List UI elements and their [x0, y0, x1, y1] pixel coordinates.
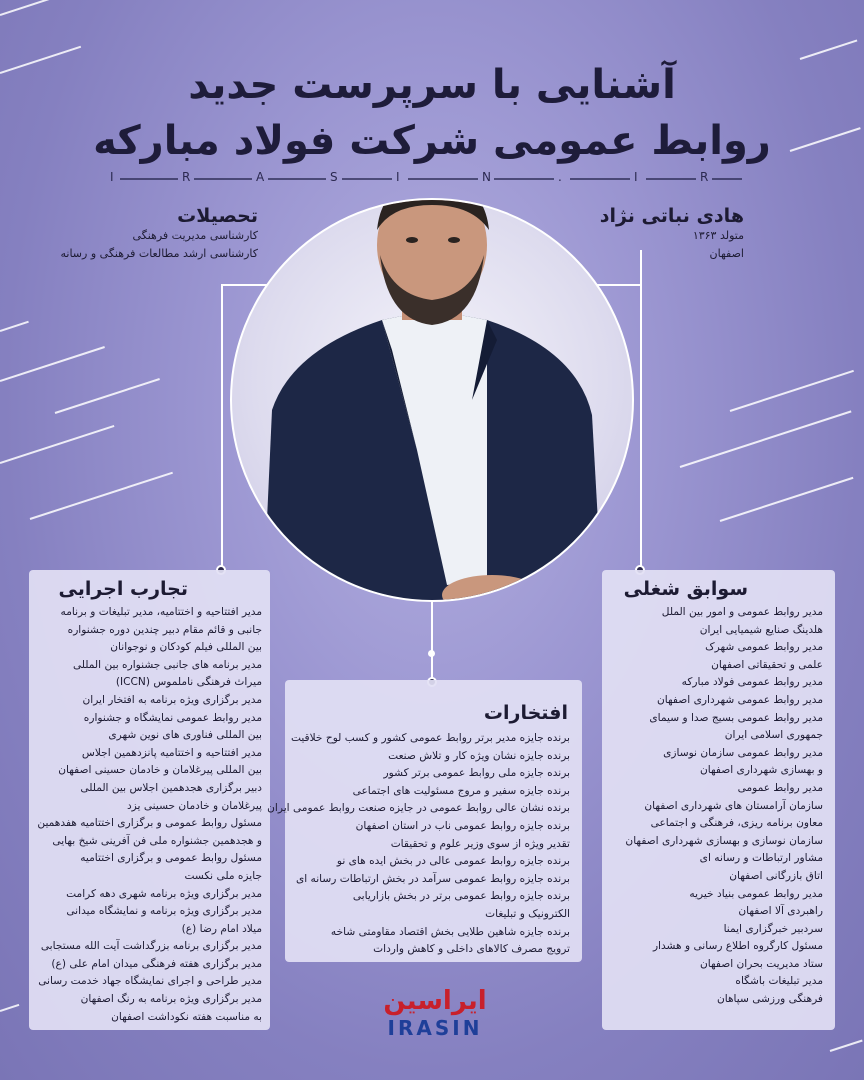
- honor-item: الکترونیک و تبلیغات: [485, 907, 570, 920]
- site-char: R: [182, 170, 191, 184]
- title-line-1: آشنایی با سرپرست جدید: [188, 62, 676, 108]
- executive-item: مسئول روابط عمومی و برگزاری اختتامیه: [80, 852, 262, 865]
- career-item: مدیر روابط عمومی بنیاد خیریه: [689, 887, 823, 900]
- executive-item: میلاد امام رضا (ع): [181, 922, 262, 935]
- career-item: مدیر روابط عمومی شهرداری اصفهان: [657, 693, 823, 706]
- executive-item: مدیر برگزاری ویژه برنامه به افتخار ایران: [82, 693, 262, 706]
- executive-item: مدیر برگزاری ویژه برنامه به رنگ اصفهان: [80, 993, 262, 1006]
- honor-item: ترویج مصرف کالاهای داخلی و کاهش واردات: [373, 943, 570, 956]
- decor-line: [30, 472, 173, 520]
- logo-fa-text: ایراسین: [383, 986, 487, 1016]
- career-item: مدیر روابط عمومی: [737, 781, 823, 794]
- executive-item: مدیر برگزاری هفته فرهنگی میدان امام علی (ع): [51, 957, 262, 970]
- title-line-2: روابط عمومی شرکت فولاد مبارکه: [93, 118, 771, 164]
- honor-item: برنده جایزه روابط عمومی عالی در بخش ایده های نو: [336, 855, 570, 868]
- career-item: هلدینگ صنایع شیمیایی ایران: [699, 623, 823, 636]
- executive-item: جایزه ملی نکست: [184, 869, 262, 882]
- decor-line: [0, 0, 57, 16]
- executive-item: مدیر برگزاری ویژه برنامه و نمایشگاه میدانی: [66, 905, 262, 918]
- site-char: .: [558, 170, 562, 184]
- career-item: فرهنگی ورزشی سپاهان: [716, 993, 823, 1006]
- career-heading: سوابق شغلی: [623, 578, 748, 600]
- executive-item: به مناسبت هفته نکوداشت اصفهان: [111, 1010, 262, 1023]
- career-item: مسئول کارگروه اطلاع رسانی و هشدار: [652, 940, 823, 953]
- site-char: N: [482, 170, 491, 184]
- honors-card: [267, 680, 582, 962]
- career-item: سردبیر خبرگزاری ایمنا: [723, 922, 823, 935]
- site-char: I: [110, 170, 114, 184]
- honor-item: برنده جایزه شاهین طلایی بخش اقتصاد مقاومتی شاخه: [330, 925, 570, 938]
- executive-heading: تجارب اجرایی: [58, 578, 188, 600]
- honor-item: برنده جایزه نشان ویژه کار و تلاش صنعت: [388, 749, 570, 762]
- site-char: R: [700, 170, 709, 184]
- decor-line: [55, 378, 160, 414]
- bio-item: متولد ۱۳۶۳: [692, 229, 744, 242]
- executive-item: مسئول روابط عمومی و برگزاری اختتامیه هفدهمین: [37, 817, 262, 830]
- career-item: مدیر تبلیغات باشگاه: [735, 975, 823, 988]
- education-item: کارشناسی مدیریت فرهنگی: [132, 229, 258, 242]
- career-item: ستاد مدیریت بحران اصفهان: [699, 957, 823, 970]
- logo-en-text: IRASIN: [387, 1016, 483, 1040]
- career-item: مدیر روابط عمومی بسیج صدا و سیمای: [649, 711, 823, 724]
- career-item: مشاور ارتباطات و رسانه ای: [699, 852, 823, 865]
- executive-item: جانبی و قائم مقام دبیر چندین دوره جشنواره: [67, 623, 262, 636]
- decor-line: [720, 477, 854, 522]
- career-history-card: [602, 570, 835, 1030]
- career-item: سازمان آرامستان های شهرداری اصفهان: [644, 799, 823, 812]
- executive-item: مدیر برگزاری ویژه برنامه شهری دهه کرامت: [66, 887, 262, 900]
- career-item: مدیر روابط عمومی شهرک: [705, 641, 823, 654]
- honors-heading: افتخارات: [483, 702, 568, 724]
- executive-item: بین المللی فیلم کودکان و نوجوانان: [110, 641, 262, 654]
- bio-block: [544, 205, 744, 263]
- site-char: A: [256, 170, 265, 184]
- irasin-logo: [380, 986, 490, 1056]
- honor-item: برنده نشان عالی روابط عمومی در جایزه صنعت روابط عمومی ایران: [267, 802, 570, 815]
- career-item: راهبردی آلا اصفهان: [738, 905, 823, 918]
- site-char: S: [330, 170, 338, 184]
- executive-item: مدیر برگزاری برنامه بزرگداشت آیت الله مستجابی: [40, 940, 262, 953]
- executive-item: بین المللی پیرغلامان و خادمان حسینی اصفهان: [58, 764, 262, 777]
- executive-item: مدیر افتتاحیه و اختتامیه پانزدهمین اجلاس: [81, 746, 262, 759]
- career-item: جمهوری اسلامی ایران: [724, 729, 823, 742]
- executive-item: مدیر طراحی و اجرای نمایشگاه جهاد خدمت رسانی: [38, 975, 262, 988]
- executive-item: پیرغلامان و خادمان حسینی یزد: [126, 799, 262, 812]
- site-char: I: [396, 170, 400, 184]
- honor-item: برنده جایزه مدیر برتر روابط عمومی کشور و کسب لوح خلاقیت: [290, 732, 570, 744]
- career-item: مدیر روابط عمومی و امور بین الملل: [661, 606, 823, 618]
- career-item: معاون برنامه ریزی، فرهنگی و اجتماعی: [650, 817, 823, 830]
- career-item: علمی و تحقیقاتی اصفهان: [711, 658, 823, 671]
- career-item: مدیر روابط عمومی فولاد مبارکه: [681, 676, 823, 689]
- connector-dot: [428, 650, 435, 657]
- career-item: سازمان نوسازی و بهسازی شهرداری اصفهان: [625, 834, 823, 847]
- connector-right-vertical: [640, 250, 642, 570]
- education-block: [0, 205, 258, 263]
- decor-line: [680, 410, 852, 468]
- site-strip: [110, 172, 755, 186]
- decor-line: [0, 321, 29, 332]
- decor-line: [800, 40, 858, 60]
- executive-item: مدیر برنامه های جانبی جشنواره بین المللی: [72, 658, 262, 671]
- honor-item: برنده جایزه روابط عمومی سرآمد در بخش ارتباطات رسانه ای: [295, 872, 570, 885]
- career-item: و بهسازی شهرداری اصفهان: [700, 764, 823, 777]
- executive-item: میراث فرهنگی ناملموس (ICCN): [115, 676, 262, 689]
- bio-item: اصفهان: [709, 247, 744, 260]
- decor-line: [0, 1004, 19, 1012]
- decor-line: [0, 425, 114, 464]
- person-name: هادی نباتی نژاد: [599, 205, 744, 227]
- executive-item: بین المللی فناوری های نوین شهری: [108, 729, 262, 742]
- decor-line: [730, 370, 854, 412]
- honor-item: برنده جایزه ملی روابط عمومی برتر کشور: [383, 767, 570, 780]
- executive-item: و هجدهمین جشنواره ملی فن آفرینی شیخ بهایی: [52, 834, 262, 847]
- executive-item: مدیر افتتاحیه و اختتامیه، مدیر تبلیغات و برنامه: [60, 606, 262, 618]
- decor-line: [0, 346, 105, 382]
- honor-item: تقدیر ویژه از سوی وزیر علوم و تحقیقات: [390, 837, 570, 850]
- decor-line: [830, 1040, 863, 1052]
- honor-item: برنده جایزه روابط عمومی ناب در استان اصفهان: [355, 819, 570, 832]
- executive-item: دبیر برگزاری هجدهمین اجلاس بین المللی: [80, 781, 262, 794]
- site-char: I: [634, 170, 638, 184]
- honor-item: برنده جایزه سفیر و مروج مسئولیت های اجتماعی: [352, 784, 570, 797]
- executive-experience-card: [29, 570, 270, 1030]
- career-item: اتاق بازرگانی اصفهان: [729, 869, 823, 882]
- connector-center: [431, 602, 433, 680]
- education-item: کارشناسی ارشد مطالعات فرهنگی و رسانه: [60, 247, 258, 260]
- connector-left-vertical: [221, 285, 223, 570]
- executive-item: مدیر روابط عمومی نمایشگاه و جشنواره: [83, 711, 262, 724]
- honor-item: برنده جایزه روابط عمومی برتر در بخش بازاریابی: [352, 890, 570, 903]
- education-heading: تحصیلات: [177, 205, 258, 227]
- career-item: مدیر روابط عمومی سازمان نوسازی: [663, 746, 823, 759]
